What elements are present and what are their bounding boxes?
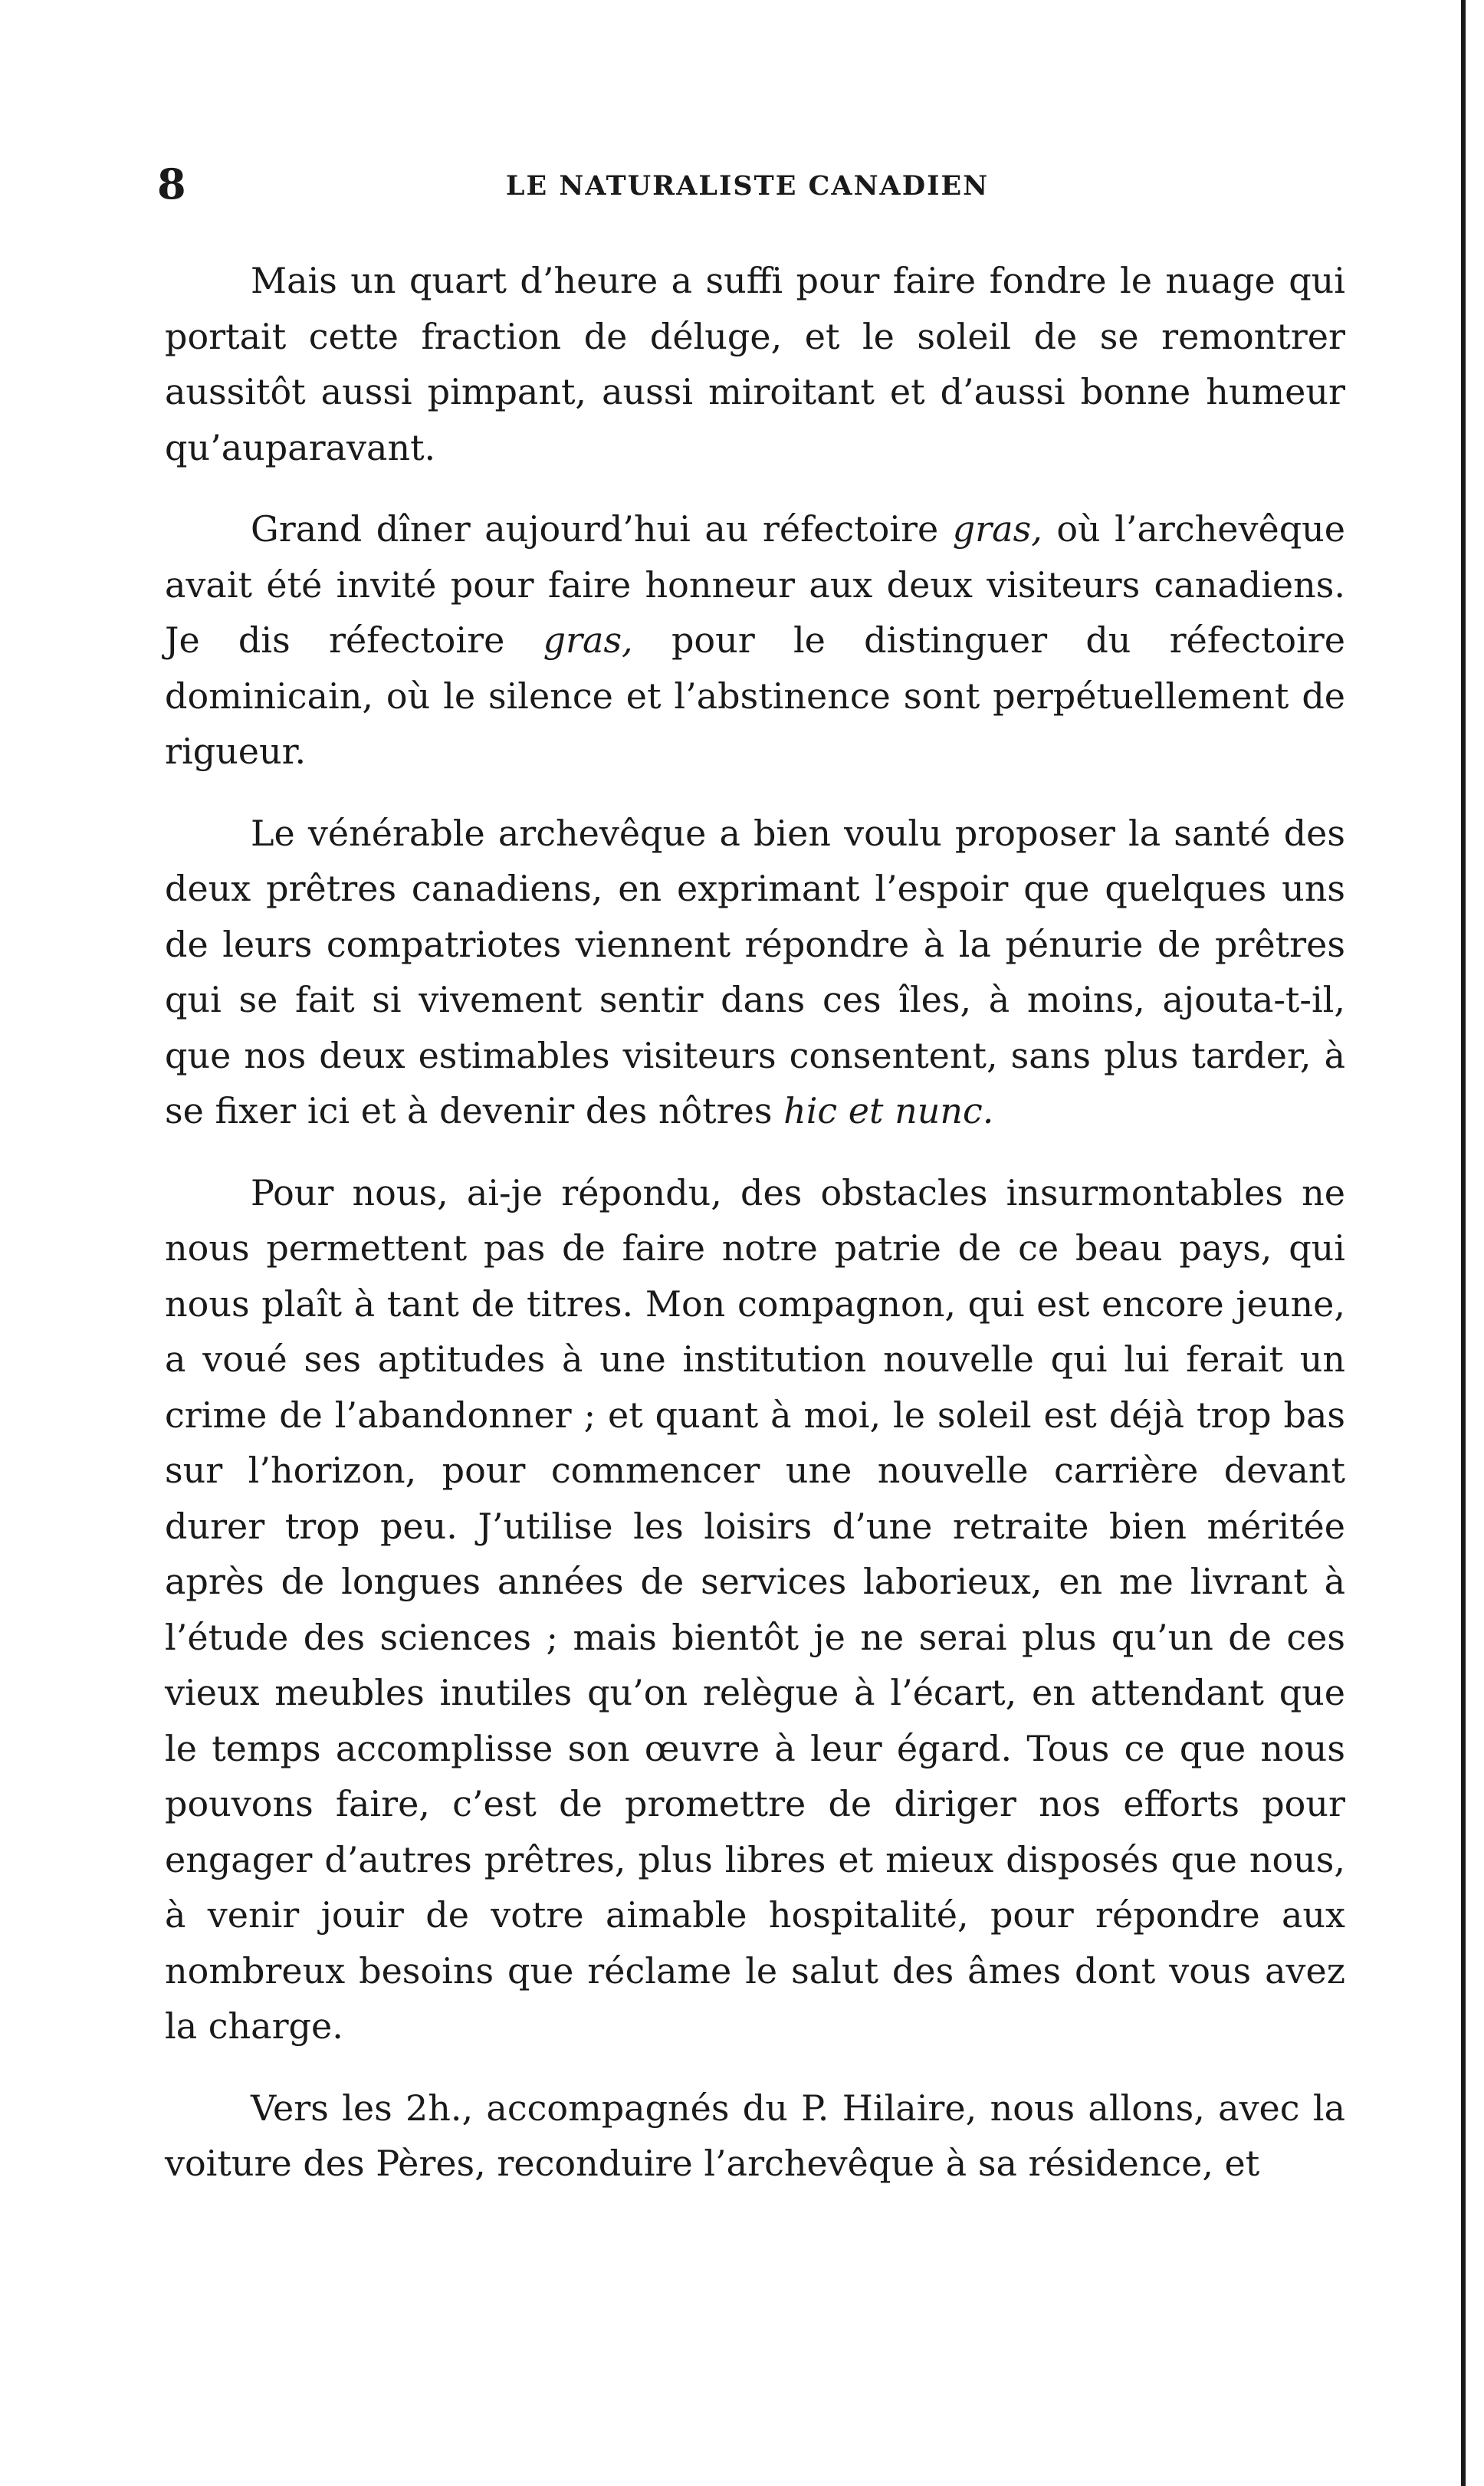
paragraph-4: Pour nous, ai-je répondu, des obstacles insurmontables ne nous permettent pas de faire notre patrie de ce beau pays, qui nous plaît à tant de titres. Mon compagnon, qui est encore jeune, a voué ses aptitudes à une institution nouvelle qui lui ferait un crime de l’abandonner ; et quant à moi, le soleil est déjà trop bas sur l’horizon, pour commencer une nouvelle carrière devant durer trop peu. J’utilise les loisirs d’une retraite bien méritée après de longues années de services laborieux, en me livrant à l’étude des sciences ; mais bientôt je ne serai plus qu’un de ces vieux meubles inutiles qu’on relègue à l’écart, en attendant que le temps accomplisse son œuvre à leur égard. Tous ce que nous pouvons faire, c’est de promettre de diriger nos efforts pour engager d’autres prêtres, plus libres et mieux disposés que nous, à venir jouir de votre aimable hospitalité, pour répondre aux nombreux besoins que réclame le salut des âmes dont vous avez la charge. — [165, 1171, 1345, 2047]
running-title: LE NATURALISTE CANADIEN — [505, 170, 990, 202]
page-edge-rule — [1461, 0, 1466, 2486]
paragraph-2-part-1: Grand dîner aujourd’hui au réfectoire — [251, 508, 953, 550]
paragraph-3-italic-1: hic et nunc. — [783, 1090, 994, 1131]
page-number: 8 — [157, 159, 186, 209]
paragraph-3 — [165, 806, 1345, 1139]
body-text — [165, 253, 1345, 2218]
paragraph-3-part-1: Le vénérable archevêque a bien voulu proposer la santé des deux prêtres canadiens, en exprimant l’espoir que quelques uns de leurs compatriotes viennent répondre à la pénurie de prêtres qui se fait si vivement sentir dans ces îles, à moins, ajouta-t-il, que nos deux estimables visiteurs consentent, sans plus tarder, à se fixer ici et à devenir des nôtres — [165, 812, 1345, 1131]
paragraph-2-part-3: pour le distinguer du réfectoire dominicain, où le silence et l’abstinence sont perpétuellement de rigueur. — [165, 619, 1345, 772]
paragraph-2 — [165, 501, 1345, 780]
paragraph-1: Mais un quart d’heure a suffi pour faire fondre le nuage qui portait cette fraction de déluge, et le soleil de se remontrer aussitôt aussi pimpant, aussi miroitant et d’aussi bonne humeur qu’auparavant. — [165, 260, 1345, 468]
paragraph-5: Vers les 2h., accompagnés du P. Hilaire, nous allons, avec la voiture des Pères, reconduire l’archevêque à sa résidence, et — [165, 2087, 1345, 2184]
page-header — [157, 159, 1338, 221]
paragraph-2-italic-1: gras, — [952, 508, 1042, 550]
paragraph-2-part-2: où l’archevêque avait été invité pour faire honneur aux deux visiteurs canadiens. Je dis réfectoire — [165, 508, 1345, 661]
paragraph-2-italic-2: gras, — [543, 619, 633, 661]
